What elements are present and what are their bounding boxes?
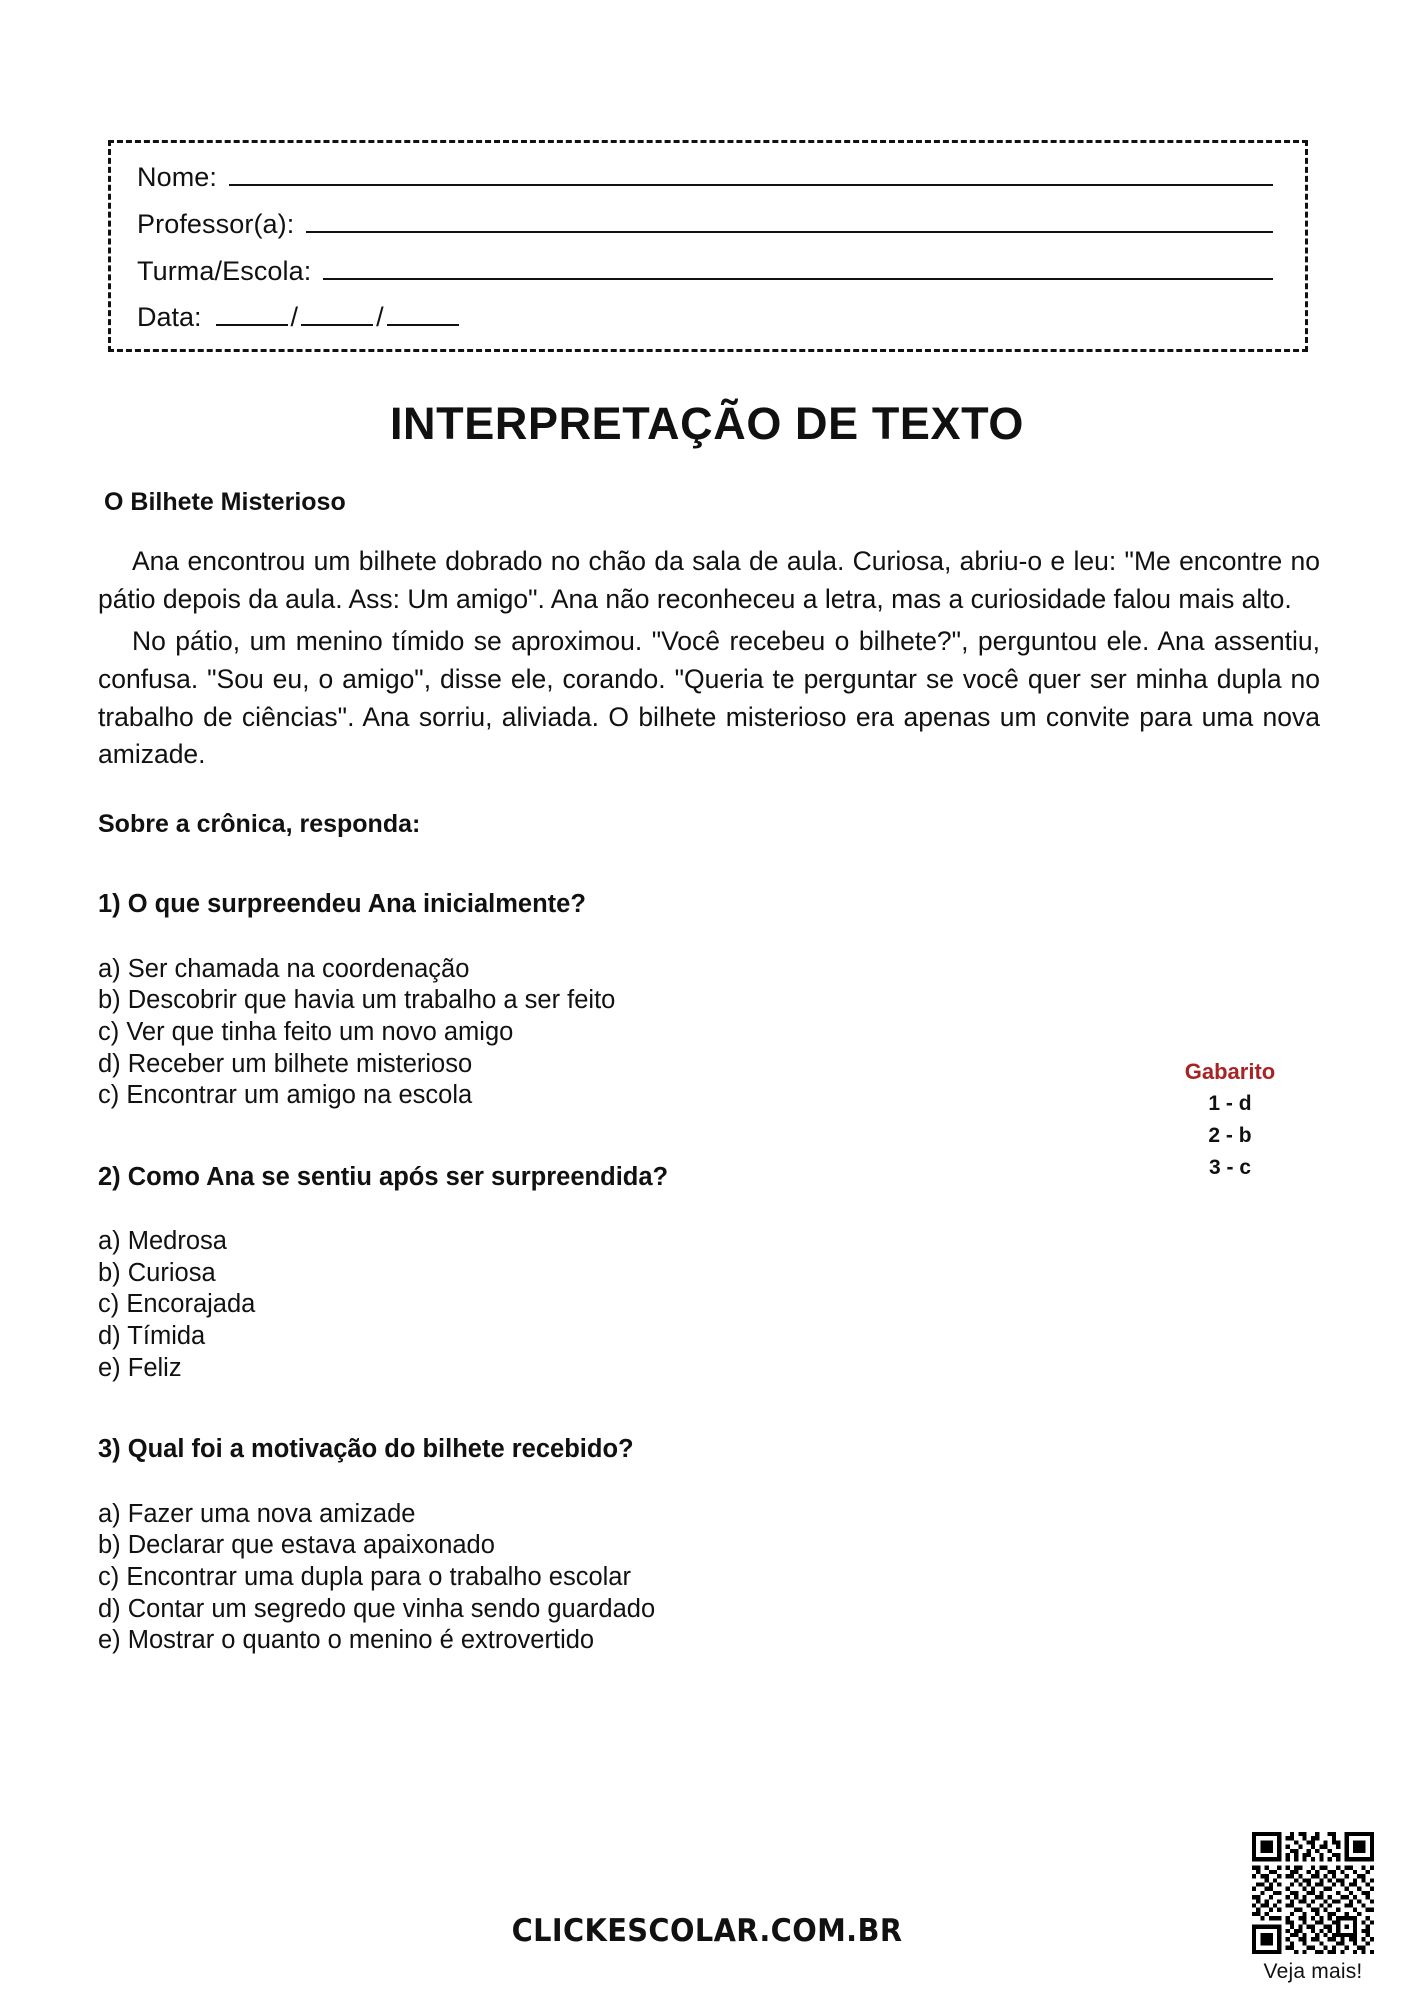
question-1 bbox=[98, 887, 1320, 1111]
date-separator-1: / bbox=[290, 302, 299, 332]
date-blank-year[interactable] bbox=[387, 302, 459, 326]
questions-section-prompt: Sobre a crônica, responda: bbox=[98, 810, 421, 839]
story-paragraph-1: Ana encontrou um bilhete dobrado no chão da sala de aula. Curiosa, abriu-o e leu: "Me encontre no pátio depois da aula. Ass: Um amigo". Ana não reconheceu a letra, mas a curiosidade falou mais alto. bbox=[98, 546, 1320, 614]
option-2-a[interactable]: a) Medrosa bbox=[98, 1227, 227, 1256]
qr-block[interactable] bbox=[1252, 1832, 1374, 1984]
question-2-text: 2) Como Ana se sentiu após ser surpreendida? bbox=[98, 1162, 669, 1191]
answer-key-title: Gabarito bbox=[1184, 1059, 1276, 1084]
footer-brand: CLICKESCOLAR.COM.BR bbox=[511, 1913, 903, 1949]
question-2-options bbox=[98, 1226, 1320, 1384]
option-2-c[interactable]: c) Encorajada bbox=[98, 1290, 256, 1319]
question-3-options bbox=[98, 1499, 1320, 1657]
question-3-text: 3) Qual foi a motivação do bilhete recebido? bbox=[98, 1435, 634, 1464]
student-identification-box bbox=[108, 140, 1308, 352]
option-1-d[interactable]: d) Receber um bilhete misterioso bbox=[98, 1049, 473, 1078]
qr-code-icon[interactable] bbox=[1252, 1832, 1374, 1954]
option-1-b[interactable]: b) Descobrir que havia um trabalho a ser feito bbox=[98, 986, 616, 1015]
option-3-a[interactable]: a) Fazer uma nova amizade bbox=[98, 1499, 416, 1528]
option-2-b[interactable]: b) Curiosa bbox=[98, 1258, 216, 1287]
field-blank-nome[interactable] bbox=[229, 161, 1273, 186]
question-1-text: 1) O que surpreendeu Ana inicialmente? bbox=[98, 890, 586, 919]
field-label-turma-escola: Turma/Escola: bbox=[137, 256, 312, 286]
page-title: INTERPRETAÇÃO DE TEXTO bbox=[389, 398, 1025, 449]
field-label-professor: Professor(a): bbox=[137, 209, 295, 239]
option-2-d[interactable]: d) Tímida bbox=[98, 1322, 206, 1351]
answer-key-item-2: 2 - b bbox=[1208, 1123, 1252, 1147]
field-blank-professor[interactable] bbox=[306, 208, 1273, 233]
date-blank-day[interactable] bbox=[216, 302, 288, 326]
option-3-e[interactable]: e) Mostrar o quanto o menino é extrovertido bbox=[98, 1626, 595, 1655]
field-label-data: Data: bbox=[137, 302, 202, 332]
field-blank-turma-escola[interactable] bbox=[323, 255, 1273, 280]
option-1-a[interactable]: a) Ser chamada na coordenação bbox=[98, 954, 470, 983]
field-row-data bbox=[137, 302, 1279, 349]
option-1-e[interactable]: c) Encontrar um amigo na escola bbox=[98, 1081, 473, 1110]
question-1-options bbox=[98, 954, 1320, 1112]
option-1-c[interactable]: c) Ver que tinha feito um novo amigo bbox=[98, 1017, 514, 1046]
question-3 bbox=[98, 1432, 1320, 1656]
field-row-professor bbox=[137, 208, 1279, 255]
story-paragraph-2: No pátio, um menino tímido se aproximou. "Você recebeu o bilhete?", perguntou ele. Ana assentiu, confusa. "Sou eu, o amigo", disse ele, corando. "Queria te perguntar se você quer ser minha dupla no trabalho de ciências". Ana sorriu, aliviada. O bilhete misterioso era apenas um convite para uma nova amizade. bbox=[98, 625, 1320, 770]
option-3-c[interactable]: c) Encontrar uma dupla para o trabalho escolar bbox=[98, 1562, 631, 1591]
story-title: O Bilhete Misterioso bbox=[104, 488, 346, 516]
answer-key-item-3: 3 - c bbox=[1208, 1155, 1252, 1179]
field-row-nome bbox=[137, 161, 1279, 208]
answer-key-item-1: 1 - d bbox=[1208, 1092, 1252, 1115]
option-3-b[interactable]: b) Declarar que estava apaixonado bbox=[98, 1531, 495, 1560]
field-row-turma-escola bbox=[137, 255, 1279, 302]
date-blank-month[interactable] bbox=[301, 302, 373, 326]
answer-key bbox=[1140, 1055, 1320, 1184]
qr-caption: Veja mais! bbox=[1263, 1960, 1363, 1983]
field-label-nome: Nome: bbox=[137, 162, 218, 192]
option-2-e[interactable]: e) Feliz bbox=[98, 1353, 182, 1382]
option-3-d[interactable]: d) Contar um segredo que vinha sendo guardado bbox=[98, 1594, 656, 1623]
worksheet-content bbox=[98, 488, 1320, 1657]
date-separator-2: / bbox=[376, 302, 384, 332]
question-2 bbox=[98, 1160, 1320, 1384]
